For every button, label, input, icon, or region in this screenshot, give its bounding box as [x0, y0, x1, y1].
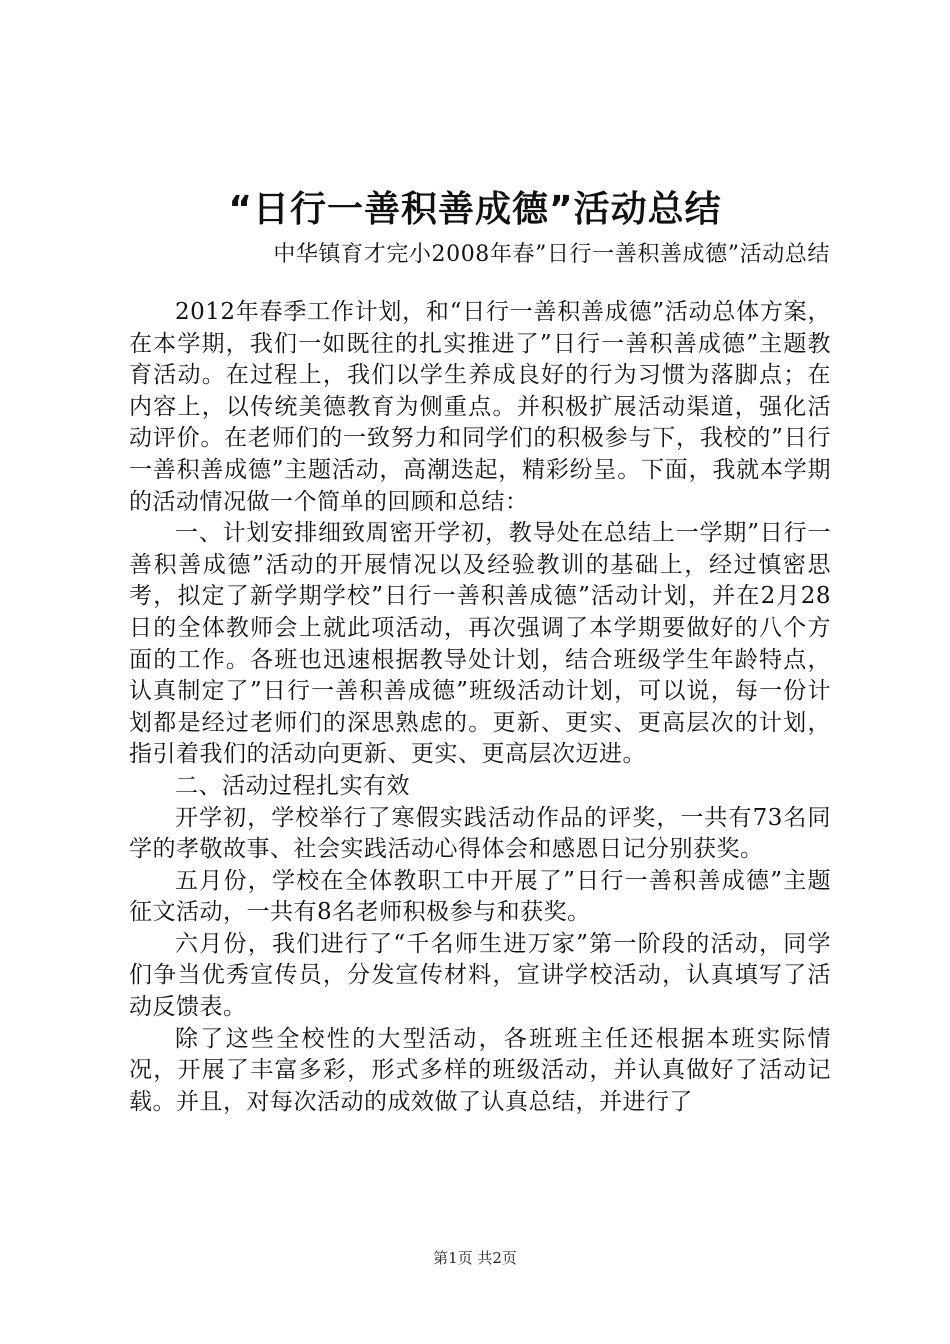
- paragraph: 2012年春季工作计划，和“日行一善积善成德”活动总体方案，在本学期，我们一如既往的扎实推进了”日行一善积善成德”主题教育活动。在过程上，我们以学生养成良好的行为习惯为落脚点；在内容上，以传统美德教育为侧重点。并积极扩展活动渠道，强化活动评价。在老师们的一致努力和同学们的积极参与下，我校的”日行一善积善成德”主题活动，高潮迭起，精彩纷呈。下面，我就本学期的活动情况做一个简单的回顾和总结：: [129, 299, 831, 515]
- paragraph: 除了这些全校性的大型活动，各班班主任还根据本班实际情况，开展了丰富多彩，形式多样的班级活动，并认真做好了活动记载。并且，对每次活动的成效做了认真总结，并进行了: [129, 1025, 831, 1115]
- document-subtitle: 中华镇育才完小2008年春”日行一善积善成德”活动总结: [273, 242, 830, 267]
- paragraph: 一、计划安排细致周密开学初，教导处在总结上一学期”日行一善积善成德”活动的开展情况以及经验教训的基础上，经过慎密思考，拟定了新学期学校”日行一善积善成德”活动计划，并在2月28日的全体教师会上就此项活动，再次强调了本学期要做好的八个方面的工作。各班也迅速根据教导处计划，结合班级学生年龄特点，认真制定了”日行一善积善成德”班级活动计划，可以说，每一份计划都是经过老师们的深思熟虑的。更新、更实、更高层次的计划，指引着我们的活动向更新、更实、更高层次迈进。: [129, 520, 831, 768]
- document-title: “日行一善积善成德”活动总结: [228, 189, 722, 230]
- paragraph: 六月份，我们进行了“千名师生进万家”第一阶段的活动，同学们争当优秀宣传员，分发宣传材料，宣讲学校活动，认真填写了活动反馈表。: [129, 930, 831, 1021]
- document-body: [129, 297, 831, 1118]
- section-heading: 二、活动过程扎实有效: [175, 772, 410, 799]
- paragraph: 开学初，学校举行了寒假实践活动作品的评奖，一共有73名同学的孝敬故事、社会实践活动心得体会和感恩日记分别获奖。: [129, 804, 831, 863]
- paragraph: 五月份，学校在全体教职工中开展了”日行一善积善成德”主题征文活动，一共有8名老师积极参与和获奖。: [129, 867, 831, 926]
- page-number-footer: 第1页 共2页: [433, 1249, 517, 1267]
